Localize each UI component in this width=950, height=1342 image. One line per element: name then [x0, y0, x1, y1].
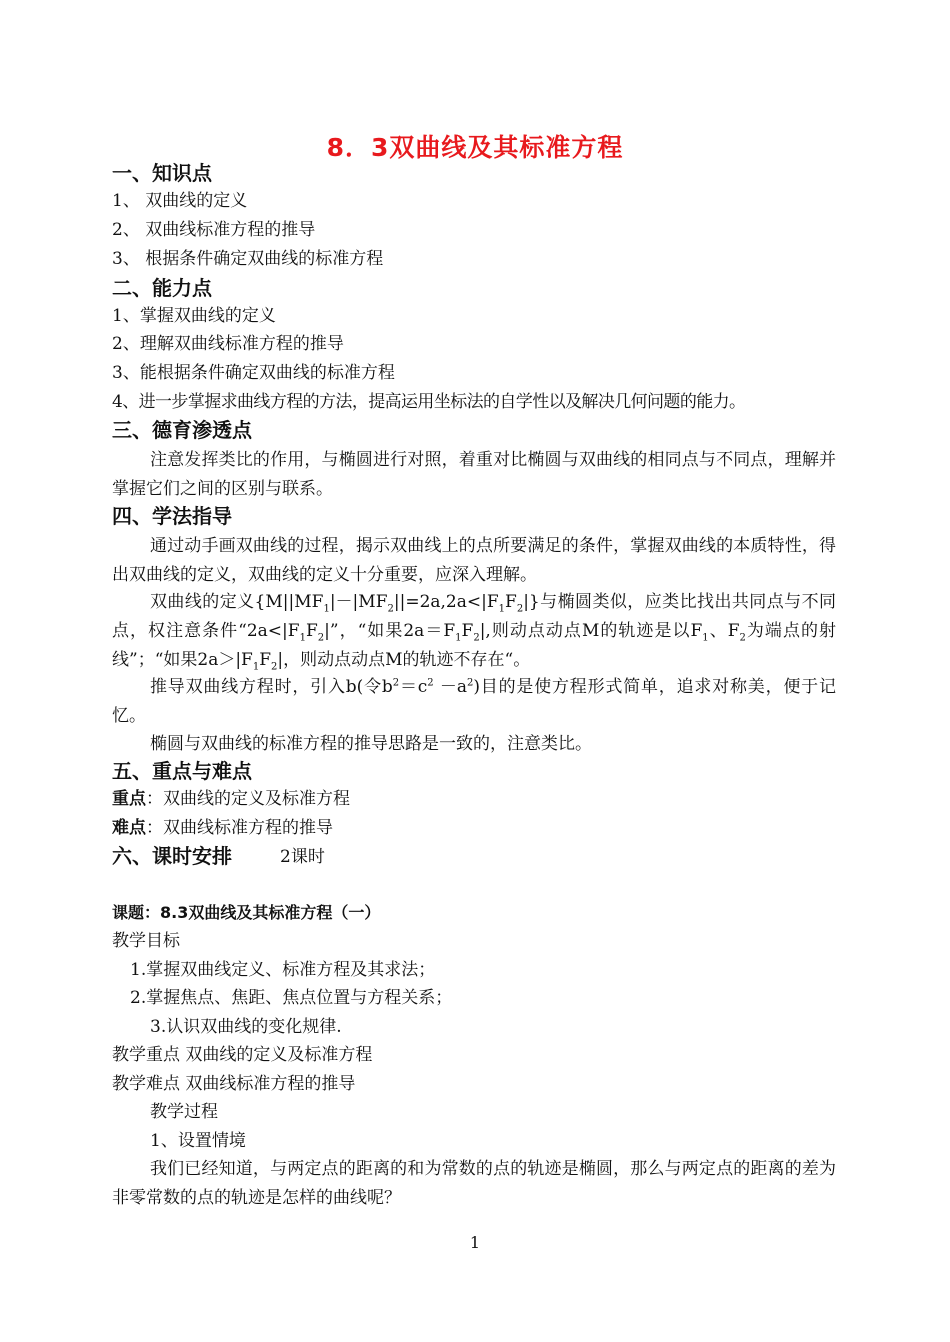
section-heading-ability: 二、能力点 — [112, 276, 212, 300]
list-item: 2、理解双曲线标准方程的推导 — [112, 334, 344, 354]
difficulty-line: 难点：双曲线标准方程的推导 — [112, 818, 333, 838]
section-heading-schedule: 六、课时安排 — [112, 844, 232, 868]
list-item: 4、进一步掌握求曲线方程的方法，提高运用坐标法的自学性以及解决几何问题的能力。 — [112, 392, 746, 412]
paragraph-definition: 双曲线的定义$\{M||MF_1|-|MF_2||=2a,2a<|F_1F_2|\}$与椭圆类似，应类比找出共同点与不同点，权注意条件“$2a<|F_1F_2|$”，“如果$2a=F_1F_2|$,则动点动点M的轨迹是以$F_1$、$F_2$为端点的射线”；“如果$2a>|F_1F_2|$，则动点动点M的轨迹不存在“。 — [112, 592, 837, 673]
section-heading-key-points: 五、重点与难点 — [112, 759, 252, 783]
lesson-title: 课题：8.3双曲线及其标准方程（一） — [112, 903, 381, 922]
paragraph: 椭圆与双曲线的标准方程的推导思路是一致的，注意类比。 — [150, 734, 592, 754]
list-item: 3、能根据条件确定双曲线的标准方程 — [112, 363, 395, 383]
goal-item: 3.认识双曲线的变化规律. — [150, 1017, 342, 1037]
key-point-line: 重点：双曲线的定义及标准方程 — [112, 789, 350, 809]
list-item: 3、 根据条件确定双曲线的标准方程 — [112, 249, 384, 269]
list-item: 1、掌握双曲线的定义 — [112, 306, 276, 326]
paragraph-derivation: 推导双曲线方程时，引入b(令$b^2=c^2 -a^2$)目的是使方程形式简单，追求对称美，便于记忆。 — [112, 677, 836, 726]
lesson-key: 教学重点 双曲线的定义及标准方程 — [112, 1045, 373, 1065]
lesson-difficulty: 教学难点 双曲线标准方程的推导 — [112, 1074, 356, 1094]
section-heading-method: 四、学法指导 — [112, 504, 232, 528]
goal-item: 2.掌握焦点、焦距、焦点位置与方程关系； — [130, 988, 453, 1008]
page-number: 1 — [469, 1233, 481, 1252]
section-heading-knowledge: 一、知识点 — [112, 161, 212, 185]
goals-label: 教学目标 — [112, 931, 180, 951]
list-item: 2、 双曲线标准方程的推导 — [112, 220, 316, 240]
step-label: 1、设置情境 — [150, 1131, 246, 1151]
paragraph: 注意发挥类比的作用，与椭圆进行对照，着重对比椭圆与双曲线的相同点与不同点，理解并掌握它们之间的区别与联系。 — [112, 450, 836, 499]
schedule-value: 2课时 — [280, 847, 325, 867]
paragraph: 我们已经知道，与两定点的距离的和为常数的点的轨迹是椭圆，那么与两定点的距离的差为非零常数的点的轨迹是怎样的曲线呢？ — [112, 1159, 836, 1208]
paragraph: 通过动手画双曲线的过程，揭示双曲线上的点所要满足的条件，掌握双曲线的本质特性，得出双曲线的定义，双曲线的定义十分重要，应深入理解。 — [112, 536, 836, 585]
goal-item: 1.掌握双曲线定义、标准方程及其求法； — [130, 960, 436, 980]
document-title: 8．3双曲线及其标准方程 — [326, 133, 624, 162]
list-item: 1、 双曲线的定义 — [112, 191, 248, 211]
process-label: 教学过程 — [150, 1102, 218, 1122]
section-heading-moral: 三、德育渗透点 — [112, 418, 252, 442]
